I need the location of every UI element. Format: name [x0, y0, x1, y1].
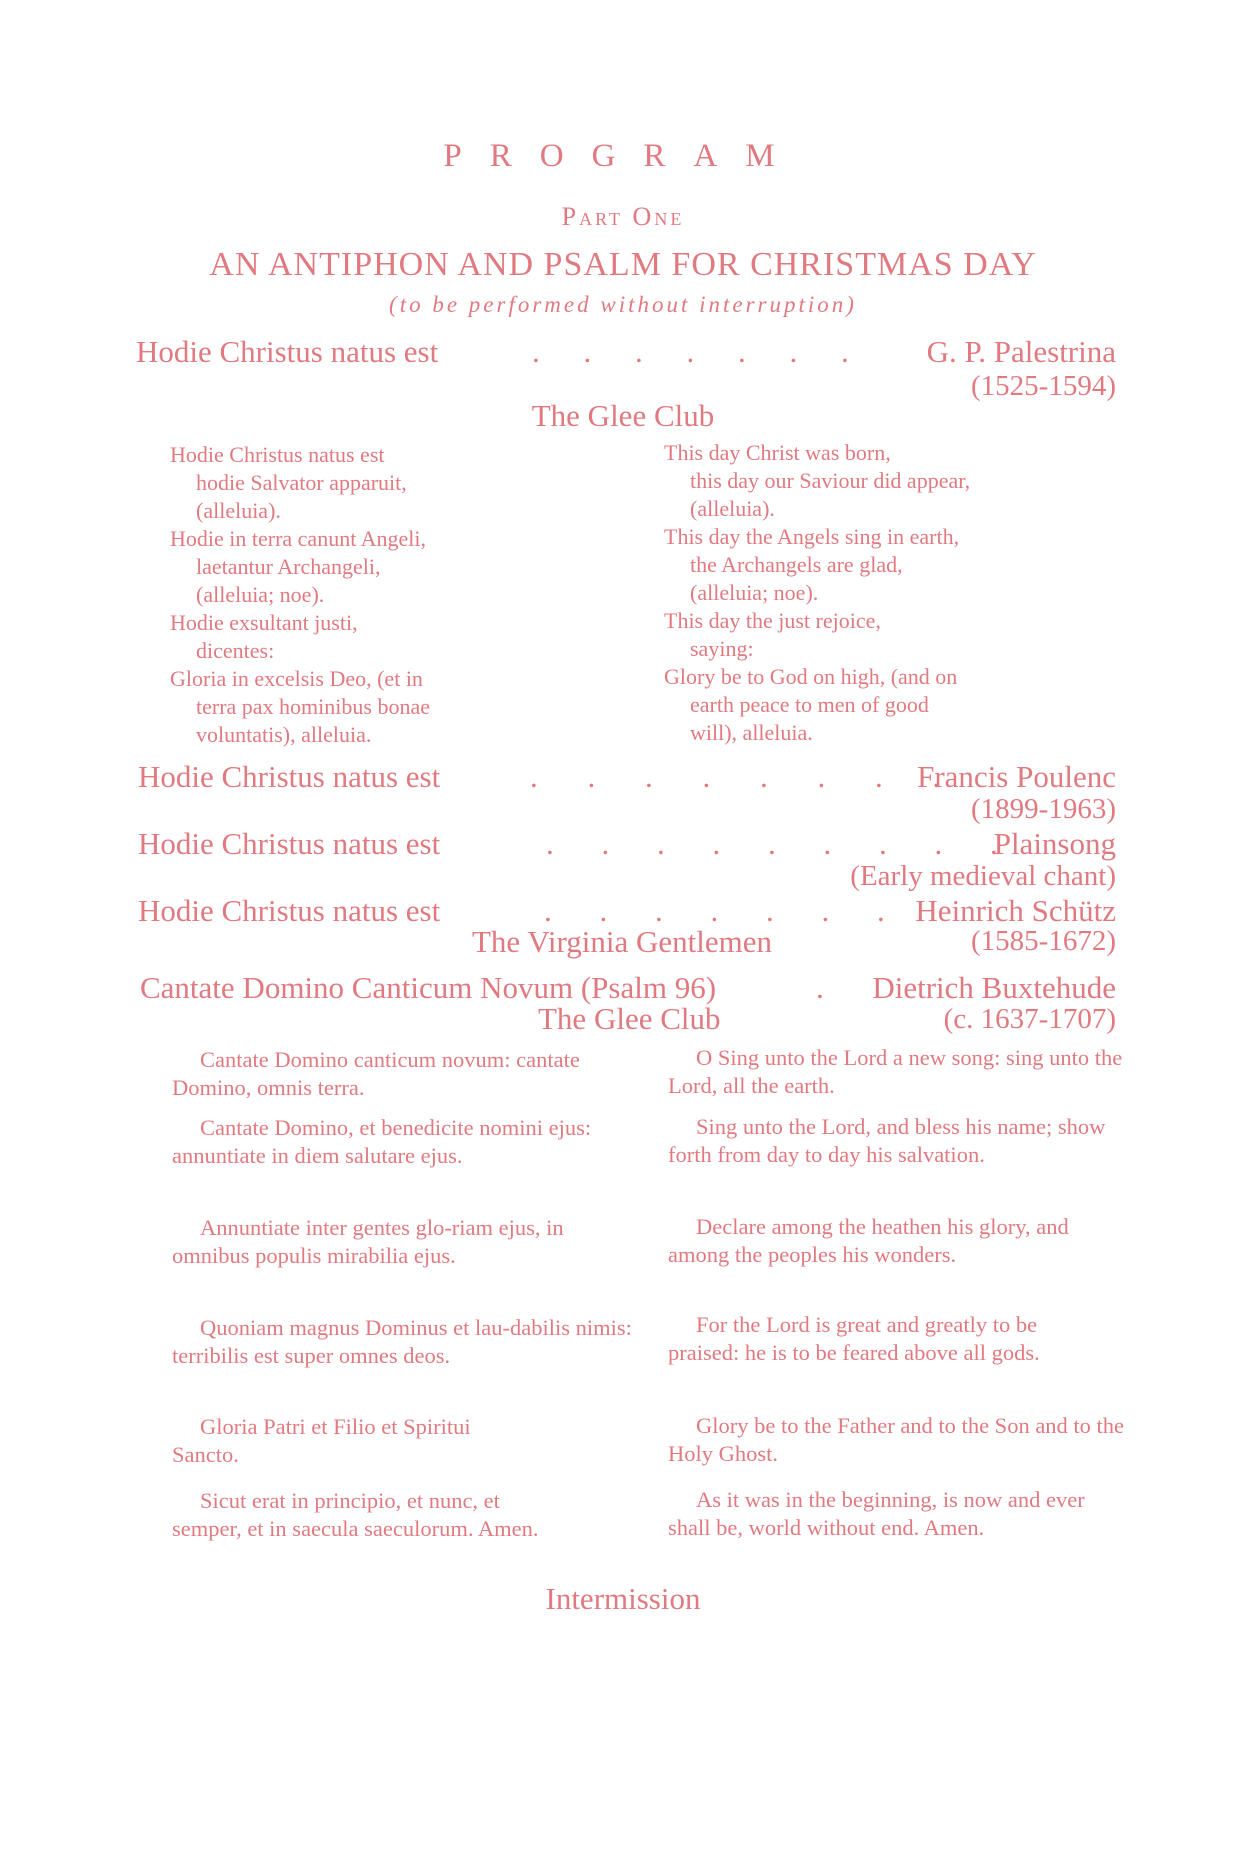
dot-leader: . [816, 970, 824, 1005]
latin-paragraph: Gloria Patri et Filio et Spiritui Sancto. [172, 1414, 471, 1467]
program-heading: AN ANTIPHON AND PSALM FOR CHRISTMAS DAY [209, 246, 1037, 283]
performance-note: (to be performed without interruption) [389, 292, 857, 317]
english-line: this day our Saviour did appear, [690, 468, 971, 493]
latin-line: laetantur Archangeli, [196, 554, 381, 579]
composer-dates: (1899-1963) [971, 793, 1116, 825]
latin-line: (alleluia). [196, 498, 281, 523]
english-line: the Archangels are glad, [690, 552, 903, 577]
composer-dates: (1585-1672) [971, 925, 1116, 957]
performer-name: The Glee Club [531, 398, 715, 433]
english-text-block [664, 439, 970, 747]
latin-line: Hodie in terra canunt Angeli, [170, 526, 426, 551]
english-line: This day the just rejoice, [664, 608, 881, 633]
english-line: Glory be to God on high, (and on [664, 664, 958, 689]
english-paragraph: Glory be to the Father and to the Son and to the Holy Ghost. [668, 1413, 1125, 1466]
latin-line: Hodie exsultant justi, [170, 610, 358, 635]
performer-name: The Glee Club [538, 1001, 721, 1036]
work-title: Hodie Christus natus est [138, 759, 441, 794]
english-paragraph: As it was in the beginning, is now and ever shall be, world without end. Amen. [668, 1487, 1085, 1540]
english-line: (alleluia). [690, 496, 775, 521]
composer-name: Francis Poulenc [917, 759, 1116, 794]
latin-paragraph: Sicut erat in principio, et nunc, et semper, et in saecula saeculorum. Amen. [172, 1488, 539, 1541]
english-line: earth peace to men of good [690, 692, 929, 717]
work-title: Hodie Christus natus est [136, 334, 439, 369]
english-line: This day the Angels sing in earth, [664, 524, 960, 549]
work-title: Cantate Domino Canticum Novum (Psalm 96) [140, 970, 717, 1005]
composer-name: Heinrich Schütz [915, 893, 1116, 928]
english-line: will), alleluia. [690, 720, 813, 745]
english-line: saying: [690, 636, 754, 661]
dot-leader: . . . . . . . [544, 893, 905, 928]
latin-paragraph: Annuntiate inter gentes glo-riam ejus, in omnibus populis mirabilia ejus. [172, 1215, 564, 1268]
latin-line: dicentes: [196, 638, 275, 663]
performer-name: The Virginia Gentlemen [472, 924, 773, 959]
latin-line: Hodie Christus natus est [170, 442, 385, 467]
latin-paragraph: Cantate Domino canticum novum: cantate Domino, omnis terra. [172, 1047, 580, 1100]
part-heading: Part One [561, 202, 685, 231]
english-paragraph: Sing unto the Lord, and bless his name; show forth from day to day his salvation. [668, 1114, 1106, 1167]
english-paragraph: O Sing unto the Lord a new song: sing unto the Lord, all the earth. [668, 1045, 1123, 1098]
latin-line: Gloria in excelsis Deo, (et in [170, 666, 423, 691]
work-title: Hodie Christus natus est [138, 826, 441, 861]
dot-leader: . . . . . . . . [530, 759, 962, 794]
dot-leader: . . . . . . . . . [546, 826, 1018, 861]
dot-leader: . . . . . . . [532, 334, 867, 369]
english-paragraph: For the Lord is great and greatly to be praised: he is to be feared above all gods. [668, 1312, 1040, 1365]
latin-line: (alleluia; noe). [196, 582, 325, 607]
latin-paragraph: Cantate Domino, et benedicite nomini ejus: annuntiate in diem salutare ejus. [172, 1115, 592, 1168]
work-title: Hodie Christus natus est [138, 893, 441, 928]
latin-line: hodie Salvator apparuit, [196, 470, 407, 495]
english-line: This day Christ was born, [664, 440, 891, 465]
intermission-label: Intermission [545, 1581, 701, 1616]
composer-name: Plainsong [993, 826, 1116, 861]
english-line: (alleluia; noe). [690, 580, 819, 605]
composer-name: Dietrich Buxtehude [872, 970, 1116, 1005]
composer-name: G. P. Palestrina [926, 334, 1116, 369]
english-paragraph: Declare among the heathen his glory, and among the peoples his wonders. [668, 1214, 1069, 1267]
composer-dates: (1525-1594) [971, 370, 1116, 402]
latin-line: voluntatis), alleluia. [196, 722, 372, 747]
composer-dates: (c. 1637-1707) [943, 1003, 1116, 1035]
program-title: PROGRAM [443, 138, 803, 174]
latin-paragraph: Quoniam magnus Dominus et lau-dabilis nimis: terribilis est super omnes deos. [172, 1315, 632, 1368]
latin-text-block [170, 441, 430, 749]
composer-dates: (Early medieval chant) [850, 860, 1116, 892]
latin-line: terra pax hominibus bonae [196, 694, 430, 719]
